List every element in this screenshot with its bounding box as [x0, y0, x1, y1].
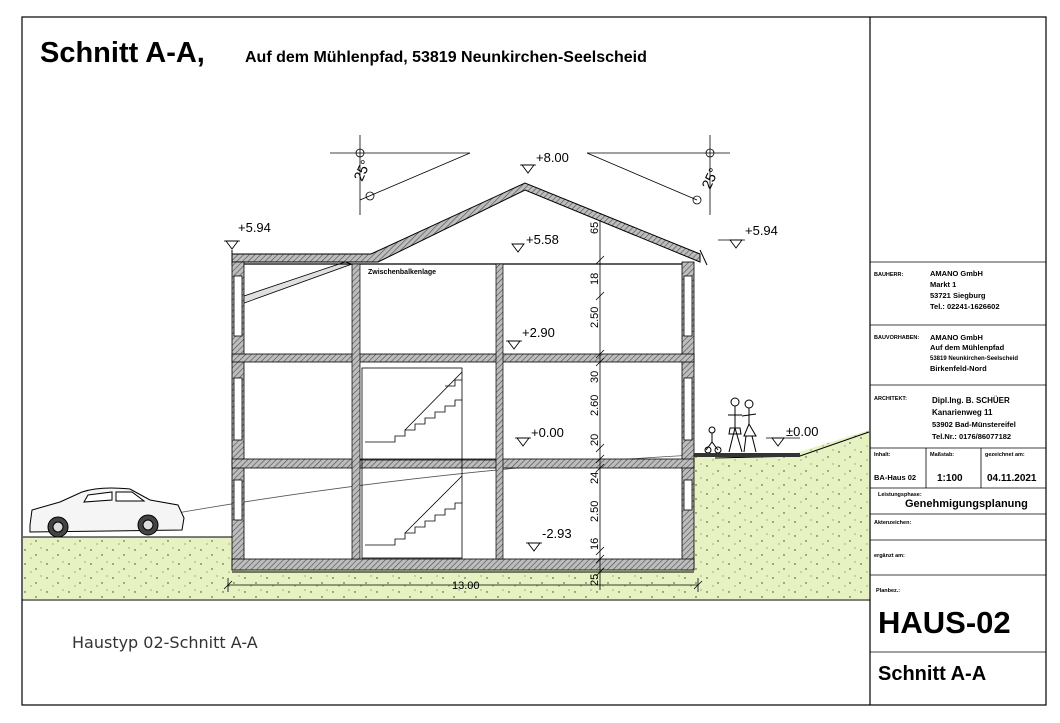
file-label: Aktenzeichen: [874, 520, 912, 526]
elev-basement: -2.93 [542, 526, 572, 541]
plan-label: Planbez.: [876, 588, 901, 594]
dim-v-2: 2.50 [589, 306, 601, 328]
client-line-3: Tel.: 02241-1626602 [930, 302, 1000, 311]
drawn-value: 04.11.2021 [987, 473, 1037, 484]
caption: Haustyp 02-Schnitt A-A [72, 633, 258, 652]
elev-attic: +5.58 [526, 232, 559, 247]
architect-line-3: Tel.Nr.: 0176/86077182 [932, 432, 1012, 441]
terrace [694, 453, 800, 457]
pitch-left-label: 25° [350, 157, 374, 184]
people-figures [705, 398, 756, 453]
architect-line-0: Dipl.Ing. B. SCHÜER [932, 396, 1010, 405]
pitch-right-label: 25° [698, 165, 722, 192]
drawing-address: Auf dem Mühlenpfad, 53819 Neunkirchen-Seelscheid [245, 49, 647, 66]
architect-line-2: 53902 Bad-Münstereifel [932, 420, 1016, 429]
drawn-label: gezeichnet am: [985, 452, 1025, 458]
elev-upper: +2.90 [522, 325, 555, 340]
phase-value: Genehmigungsplanung [905, 498, 1028, 510]
project-line-2: 53819 Neunkirchen-Seelscheid [930, 356, 1019, 362]
plan-name: HAUS-02 [878, 605, 1011, 640]
project-line-0: AMANO GmbH [930, 333, 983, 342]
car-silhouette [30, 488, 184, 537]
project-label: BAUVORHABEN: [874, 335, 920, 341]
dim-v-3: 30 [589, 370, 601, 383]
elev-ridge: +8.00 [536, 150, 569, 165]
client-line-2: 53721 Siegburg [930, 291, 986, 300]
elev-ground: +0.00 [531, 425, 564, 440]
joist-label: Zwischenbalkenlage [368, 269, 437, 276]
dim-v-0: 65 [589, 221, 601, 234]
elev-terrain: ±0.00 [786, 424, 819, 439]
content-value: BA-Haus 02 [874, 473, 917, 482]
dim-v-5: 20 [589, 433, 601, 446]
dim-v-7: 2.50 [589, 500, 601, 522]
elev-eave-right: +5.94 [745, 223, 778, 238]
dim-v-9: 25 [589, 573, 601, 586]
dim-v-1: 18 [589, 272, 601, 285]
building-section [232, 262, 694, 570]
supplement-label: ergänzt am: [874, 553, 905, 559]
client-line-0: AMANO GmbH [930, 269, 983, 278]
project-line-1: Auf dem Mühlenpfad [930, 343, 1005, 352]
scale-value: 1:100 [937, 473, 963, 484]
client-label: BAUHERR: [874, 272, 904, 278]
architect-label: ARCHITEKT: [874, 396, 907, 402]
dim-width: 13.00 [452, 580, 480, 592]
drawing-title: Schnitt A-A, [40, 37, 205, 69]
architect-line-1: Kanarienweg 11 [932, 408, 993, 417]
dim-v-4: 2.60 [589, 394, 601, 416]
scale-label: Maßstab: [930, 452, 955, 458]
client-line-1: Markt 1 [930, 280, 957, 289]
project-line-3: Birkenfeld-Nord [930, 364, 987, 373]
plan-subtitle: Schnitt A-A [878, 663, 987, 685]
dim-v-8: 16 [589, 537, 601, 550]
roof [232, 183, 707, 306]
elev-eave-left: +5.94 [238, 220, 271, 235]
phase-label: Leistungsphase: [878, 492, 922, 498]
content-label: Inhalt: [874, 452, 891, 458]
dim-v-6: 24 [589, 471, 601, 484]
